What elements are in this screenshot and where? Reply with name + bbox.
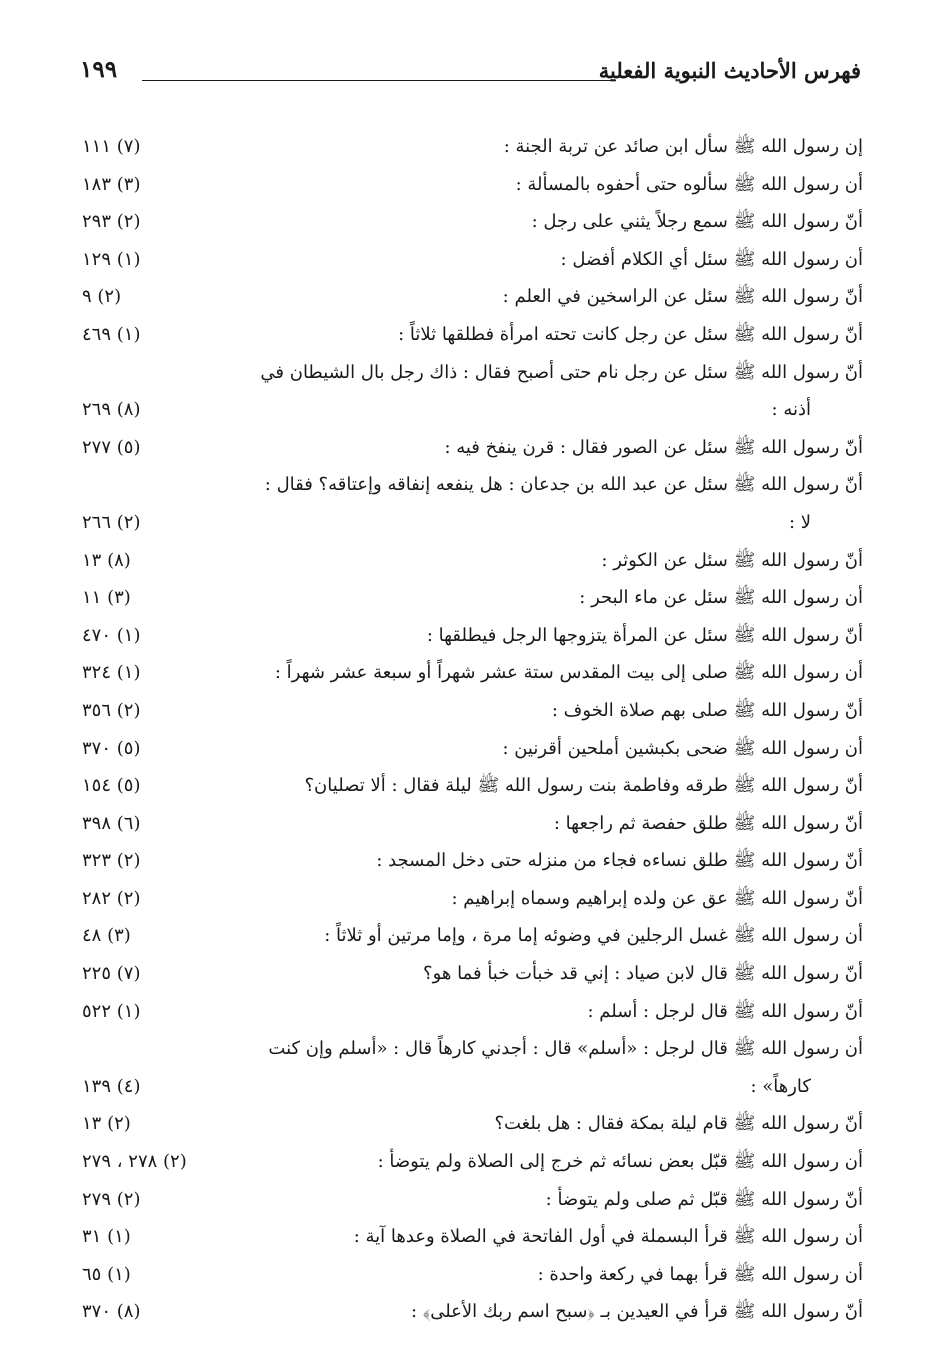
entry-reference: (١) ٥٢٢: [82, 1000, 141, 1022]
entry-text: أنّ رسول الله ﷺ سئل عن الراسخين في العلم :: [502, 286, 863, 308]
entry-text: أن رسول الله ﷺ قبّل بعض نسائه ثم خرج إلى الصلاة ولم يتوضأ :: [377, 1151, 863, 1173]
entry-reference: (١) ٣٢٤: [82, 662, 141, 684]
entry-reference: (٢) ٢٩٣: [82, 211, 141, 233]
entry-reference: (٦) ٣٩٨: [82, 812, 141, 834]
entry-reference: (٣) ١٨٣: [82, 173, 141, 195]
index-entry: [82, 617, 863, 655]
index-entry: [82, 1293, 863, 1331]
index-entry: [82, 767, 863, 805]
index-entry: [82, 842, 863, 880]
index-entry: [82, 354, 863, 429]
index-entry: [82, 1256, 863, 1294]
entry-text: أن رسول الله ﷺ سئل عن ماء البحر :: [579, 587, 863, 609]
entry-reference: (٨) ٣٧٠: [82, 1301, 141, 1323]
index-entry: [82, 805, 863, 843]
index-entry: [82, 1181, 863, 1219]
entry-reference: (٢) ٣٢٣: [82, 850, 141, 872]
entry-reference: (٢) ٢٨٢: [82, 887, 141, 909]
entry-text: أنّ رسول الله ﷺ سئل عن الصور فقال : قرن ينفخ فيه :: [444, 436, 863, 458]
entry-reference: (٢) ٢٧٨ ، ٢٧٩: [82, 1151, 187, 1173]
entry-text: أنّ رسول الله ﷺ عق عن ولده إبراهيم وسماه إبراهيم :: [451, 887, 863, 909]
index-entry: [82, 917, 863, 955]
entry-continuation: أذنه :: [771, 399, 811, 421]
index-entry: [82, 1143, 863, 1181]
entry-reference: (٣) ٤٨: [82, 925, 131, 947]
entry-reference: (٨) ١٣: [82, 549, 131, 571]
entry-reference: (١) ٣١: [82, 1226, 131, 1248]
entry-reference: (١) ٦٥: [82, 1263, 131, 1285]
entry-reference: (١) ٤٦٩: [82, 323, 141, 345]
index-entry: [82, 542, 863, 580]
entry-text: أن رسول الله ﷺ صلى إلى بيت المقدس ستة عشر شهراً أو سبعة عشر شهراً :: [274, 662, 863, 684]
index-entry: [82, 654, 863, 692]
header-title: فهرس الأحاديث النبوية الفعلية: [598, 58, 861, 83]
index-entry: [82, 316, 863, 354]
hadith-index-list: [82, 128, 863, 1331]
entry-text: أنّ رسول الله ﷺ قرأ في العيدين بـ ﴿سبح اسم ربك الأعلى﴾ :: [411, 1301, 863, 1323]
entry-text: أن رسول الله ﷺ ضحى بكبشين أملحين أقرنين :: [502, 737, 863, 759]
index-entry: [82, 1105, 863, 1143]
header-rule: [142, 80, 616, 81]
index-entry: [82, 880, 863, 918]
entry-reference: (٣) ١١: [82, 587, 131, 609]
entry-reference: (٢) ٩: [82, 286, 122, 308]
entry-text: أنّ رسول الله ﷺ قال لابن صياد : إني قد خبأت خبأ فما هو؟: [423, 963, 863, 985]
index-entry: [82, 1218, 863, 1256]
entry-text: أن رسول الله ﷺ سألوه حتى أحفوه بالمسألة :: [515, 173, 863, 195]
page-number: ١٩٩: [80, 56, 118, 83]
entry-reference: (٧) ١١١: [82, 136, 141, 157]
entry-reference: (٢) ٣٥٦: [82, 699, 141, 721]
entry-reference: (٤) ١٣٩: [82, 1075, 141, 1097]
entry-text: أنّ رسول الله ﷺ سئل عن رجل كانت تحته امرأة فطلقها ثلاثاً :: [398, 323, 863, 345]
index-entry: [82, 166, 863, 204]
entry-text: أنّ رسول الله ﷺ قال لرجل : أسلم :: [587, 1000, 863, 1022]
entry-text: أنّ رسول الله ﷺ قبّل ثم صلى ولم يتوضأ :: [545, 1188, 863, 1210]
entry-text: أنّ رسول الله ﷺ سمع رجلاً يثني على رجل :: [531, 211, 863, 233]
entry-text: أن رسول الله ﷺ قال لرجل : «أسلم» قال : أجدني كارهاً قال : «أسلم وإن كنت كارهاً» :: [82, 1030, 863, 1105]
entry-text: أنّ رسول الله ﷺ سئل عن المرأة يتزوجها الرجل فيطلقها :: [426, 624, 863, 646]
entry-reference: (١) ١٢٩: [82, 248, 141, 270]
entry-text: أنّ رسول الله ﷺ طلق حفصة ثم راجعها :: [553, 812, 863, 834]
entry-reference: (٢) ١٣: [82, 1113, 131, 1135]
index-entry: [82, 1030, 863, 1105]
entry-reference: (٥) ٣٧٠: [82, 737, 141, 759]
index-entry: [82, 429, 863, 467]
entry-reference: (٨) ٢٦٩: [82, 399, 141, 421]
index-entry: [82, 241, 863, 279]
page-header: [80, 58, 861, 90]
index-entry: [82, 278, 863, 316]
entry-reference: (٥) ٢٧٧: [82, 436, 141, 458]
index-entry: [82, 128, 863, 166]
entry-text: أن رسول الله ﷺ قرأ بهما في ركعة واحدة :: [537, 1263, 863, 1285]
entry-continuation: كارهاً» :: [750, 1075, 811, 1097]
entry-reference: (١) ٤٧٠: [82, 624, 141, 646]
index-entry: [82, 466, 863, 541]
entry-text: أن رسول الله ﷺ غسل الرجلين في وضوئه إما مرة ، وإما مرتين أو ثلاثاً :: [324, 925, 863, 947]
index-entry: [82, 203, 863, 241]
entry-text: إن رسول الله ﷺ سأل ابن صائد عن تربة الجنة :: [503, 136, 863, 157]
index-entry: [82, 955, 863, 993]
index-entry: [82, 730, 863, 768]
entry-text: أنّ رسول الله ﷺ سئل عن الكوثر :: [601, 549, 863, 571]
entry-text: أنّ رسول الله ﷺ طرقه وفاطمة بنت رسول الله ﷺ ليلة فقال : ألا تصليان؟: [304, 775, 863, 797]
entry-text: أنّ رسول الله ﷺ قام ليلة بمكة فقال : هل بلغت؟: [494, 1113, 863, 1135]
entry-text: أنّ رسول الله ﷺ صلى بهم صلاة الخوف :: [551, 699, 863, 721]
entry-reference: (٢) ٢٧٩: [82, 1188, 141, 1210]
index-entry: [82, 692, 863, 730]
entry-text: أنّ رسول الله ﷺ سئل عن عبد الله بن جدعان : هل ينفعه إنفاقه وإعتاقه؟ فقال : لا :: [82, 466, 863, 541]
entry-reference: (٥) ١٥٤: [82, 775, 141, 797]
entry-continuation: لا :: [788, 511, 811, 533]
entry-text: أن رسول الله ﷺ قرأ البسملة في أول الفاتحة في الصلاة وعدها آية :: [353, 1226, 863, 1248]
entry-reference: (٢) ٢٦٦: [82, 511, 141, 533]
entry-text: أنّ رسول الله ﷺ طلق نساءه فجاء من منزله حتى دخل المسجد :: [376, 850, 863, 872]
entry-text: أن رسول الله ﷺ سئل أي الكلام أفضل :: [560, 248, 863, 270]
index-entry: [82, 579, 863, 617]
index-entry: [82, 993, 863, 1031]
entry-text: أنّ رسول الله ﷺ سئل عن رجل نام حتى أصبح فقال : ذاك رجل بال الشيطان في أذنه :: [82, 354, 863, 429]
entry-reference: (٧) ٢٢٥: [82, 963, 141, 985]
